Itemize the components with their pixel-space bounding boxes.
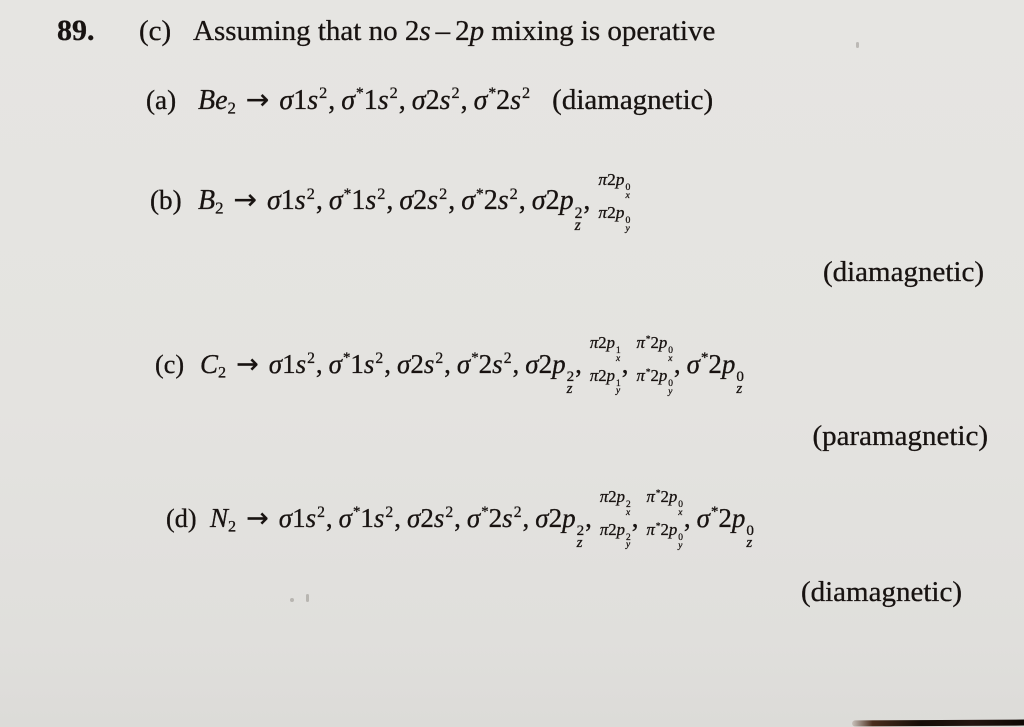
- sup-sub-pair: [736, 368, 744, 398]
- separator-comma: ,: [325, 502, 333, 533]
- greek-letter: σ: [696, 502, 710, 533]
- separator-comma: ,: [512, 348, 520, 379]
- molecule-symbol: Be2: [198, 85, 236, 118]
- orbital-term: [412, 85, 460, 116]
- orbital-term: [686, 348, 744, 398]
- orbital-term: [589, 333, 621, 364]
- sup-sub-pair: [626, 502, 631, 517]
- orbital-term: [329, 349, 384, 379]
- mo-configuration: [200, 333, 744, 398]
- greek-letter: σ: [531, 185, 546, 217]
- sup-sub-pair: [668, 348, 673, 363]
- pi-orbital-row: [646, 522, 682, 551]
- orbital-letter: p: [606, 333, 616, 353]
- orbital-term: [636, 366, 673, 397]
- orbital-shell: 2: [420, 502, 434, 533]
- orbital-shell: 2: [496, 85, 511, 116]
- orbital-letter: s: [363, 348, 375, 379]
- antibonding-star: *: [343, 185, 352, 203]
- separator-comma: ,: [384, 348, 391, 379]
- electron-count: 2: [306, 184, 315, 203]
- orbital-term: [329, 185, 386, 216]
- orbital-shell: 2: [413, 185, 428, 217]
- orbital-letter: s: [423, 348, 435, 379]
- mo-configuration: [198, 170, 631, 235]
- greek-letter: σ: [525, 348, 539, 379]
- orbital-letter: p: [606, 365, 616, 385]
- greek-letter: σ: [473, 85, 488, 116]
- molecule-symbol: C2: [200, 348, 227, 382]
- orbital-letter: p: [562, 502, 576, 533]
- orbital-letter: p: [731, 502, 746, 533]
- electron-count: 2: [439, 184, 448, 203]
- option-row: [150, 172, 630, 234]
- molecule-symbol: B2: [198, 185, 224, 219]
- axis-subscript: x: [678, 507, 683, 518]
- electron-count: 0: [678, 532, 683, 543]
- orbital-shell: 1: [350, 348, 364, 379]
- orbital-letter: p: [668, 487, 678, 507]
- orbital-shell: 1: [293, 85, 308, 116]
- magnetic-label: (diamagnetic): [800, 576, 962, 608]
- orbital-shell: 2: [660, 520, 669, 540]
- greek-letter: σ: [279, 85, 294, 116]
- electron-count: 2: [385, 503, 394, 521]
- greek-letter: π: [589, 365, 599, 385]
- pi-orbital-row: [600, 489, 631, 517]
- magnetic-label: (paramagnetic): [812, 420, 988, 452]
- axis-subscript: z: [576, 535, 583, 552]
- axis-subscript: z: [574, 217, 581, 235]
- orbital-term: [279, 503, 325, 533]
- separator-comma: ,: [631, 502, 639, 533]
- option-row: [155, 333, 744, 398]
- orbital-term: [531, 185, 583, 235]
- orbital-term: [267, 185, 315, 216]
- antibonding-star: *: [471, 350, 479, 367]
- orbital-letter: p: [615, 170, 625, 189]
- electron-count: 0: [736, 368, 744, 385]
- orbital-term: [636, 333, 673, 364]
- orbital-shell: 2: [483, 185, 498, 217]
- axis-subscript: y: [678, 540, 683, 551]
- electron-count: 1: [616, 378, 621, 389]
- orbital-letter: p: [721, 348, 736, 379]
- orbital-letter: p: [658, 366, 668, 386]
- orbital-term: [397, 349, 443, 379]
- orbital-term: [269, 349, 315, 379]
- orbital-shell: 1: [363, 85, 378, 116]
- pi-orbital-stack: [646, 489, 682, 550]
- axis-subscript: x: [616, 353, 621, 364]
- orbital-shell: 2: [607, 170, 616, 189]
- electron-count: 2: [307, 349, 315, 367]
- separator-comma: ,: [683, 502, 691, 533]
- orbital-shell: 2: [607, 202, 616, 222]
- pi-orbital-stack: [600, 489, 631, 549]
- orbital-letter: s: [307, 85, 319, 116]
- math-letter-1: s: [419, 15, 431, 47]
- orbital-letter: p: [615, 202, 625, 222]
- axis-subscript: y: [616, 386, 621, 397]
- separator-comma: ,: [386, 185, 394, 217]
- sup-sub-pair: [678, 502, 683, 517]
- orbital-term: [598, 170, 631, 202]
- greek-letter: σ: [328, 348, 342, 379]
- orbital-shell: 1: [351, 185, 366, 217]
- orbital-shell: 2: [650, 333, 659, 353]
- question-number: 89.: [57, 14, 95, 47]
- statement-math: [405, 15, 484, 47]
- greek-letter: π: [599, 519, 609, 539]
- separator-comma: ,: [575, 348, 582, 379]
- orbital-letter: s: [427, 185, 439, 217]
- orbital-letter: p: [559, 185, 574, 217]
- axis-subscript: x: [625, 190, 630, 202]
- orbital-term: [467, 503, 522, 533]
- orbital-term: [341, 85, 398, 116]
- pi-orbital-stack: [636, 335, 672, 396]
- option-label: (d): [166, 503, 197, 533]
- electron-count: 0: [625, 182, 631, 194]
- orbital-shell: 2: [425, 85, 440, 116]
- orbital-letter: p: [616, 519, 626, 539]
- axis-subscript: y: [625, 223, 630, 234]
- orbital-letter: s: [433, 502, 445, 533]
- orbital-letter: s: [305, 502, 317, 533]
- antibonding-star: *: [352, 504, 361, 521]
- pi-orbital-row: [636, 335, 672, 364]
- greek-letter: σ: [466, 502, 481, 533]
- greek-letter: σ: [461, 185, 476, 217]
- sup-sub-pair: [626, 532, 631, 551]
- orbital-shell: 1: [280, 185, 295, 217]
- orbital-letter: s: [377, 85, 389, 116]
- orbital-term: [461, 185, 518, 216]
- sup-sub-pair: [616, 348, 621, 363]
- greek-letter: σ: [399, 185, 414, 217]
- separator-comma: ,: [315, 185, 323, 217]
- greek-letter: σ: [456, 348, 471, 379]
- orbital-shell: 2: [545, 185, 560, 217]
- electron-count: 2: [503, 349, 512, 367]
- electron-count: 2: [626, 500, 631, 511]
- scan-artifact-strip: [852, 720, 1024, 727]
- axis-subscript: z: [736, 381, 743, 398]
- separator-comma: ,: [583, 185, 591, 217]
- greek-letter: π: [646, 520, 655, 540]
- greek-letter: σ: [268, 348, 283, 379]
- electron-count: 2: [435, 349, 444, 367]
- pi-orbital-row: [590, 335, 621, 363]
- orbital-shell: 2: [708, 348, 722, 379]
- orbital-shell: 2: [718, 502, 732, 533]
- orbital-shell: 2: [488, 502, 503, 533]
- greek-letter: σ: [266, 185, 281, 217]
- orbital-term: [457, 349, 512, 379]
- orbital-letter: s: [492, 348, 503, 379]
- electron-count: 2: [509, 184, 518, 203]
- orbital-shell: 2: [608, 487, 617, 507]
- orbital-term: [525, 348, 575, 398]
- orbital-shell: 2: [660, 487, 669, 507]
- scan-speck: [290, 598, 294, 602]
- orbital-letter: s: [497, 185, 509, 217]
- separator-comma: ,: [315, 348, 323, 379]
- option-label: (a): [146, 85, 177, 115]
- sup-sub-pair: [746, 522, 754, 552]
- pi-orbital-row: [598, 171, 630, 200]
- pi-orbital-stack: [590, 335, 621, 395]
- separator-comma: ,: [398, 85, 406, 116]
- greek-letter: π: [636, 366, 645, 386]
- orbital-term: [407, 503, 453, 533]
- electron-count: 1: [616, 346, 621, 357]
- greek-letter: σ: [686, 348, 700, 379]
- orbital-letter: s: [502, 502, 513, 533]
- greek-letter: π: [598, 170, 608, 189]
- electron-count: 2: [574, 204, 583, 222]
- separator-comma: ,: [444, 348, 451, 379]
- magnetic-label: (diamagnetic): [552, 84, 714, 116]
- antibonding-star: *: [356, 85, 364, 103]
- orbital-letter: s: [510, 85, 522, 116]
- pi-orbital-stack: [598, 171, 630, 233]
- electron-count: 2: [319, 84, 328, 103]
- antibonding-star: *: [481, 504, 489, 521]
- orbital-shell: 2: [478, 348, 493, 379]
- orbital-term: [696, 502, 754, 552]
- electron-count: 2: [445, 503, 454, 521]
- axis-subscript: y: [626, 540, 631, 551]
- axis-subscript: x: [668, 353, 673, 364]
- orbital-shell: 2: [608, 519, 617, 539]
- orbital-letter: p: [668, 520, 678, 540]
- orbital-term: [339, 503, 394, 533]
- orbital-letter: s: [295, 348, 307, 379]
- orbital-shell: 2: [548, 502, 563, 533]
- orbital-letter: s: [294, 185, 306, 217]
- rightwards-arrow: →: [233, 183, 257, 217]
- greek-letter: σ: [397, 348, 411, 379]
- antibonding-star: *: [488, 85, 497, 103]
- separator-comma: ,: [522, 502, 530, 533]
- electron-count: 2: [566, 368, 575, 385]
- separator-comma: ,: [454, 502, 461, 533]
- separator-comma: ,: [460, 85, 468, 116]
- separator-comma: ,: [448, 185, 456, 217]
- orbital-letter: s: [365, 185, 377, 217]
- electron-count: 0: [678, 500, 683, 511]
- separator-comma: ,: [518, 185, 526, 217]
- sup-sub-pair: [616, 378, 621, 397]
- separator-comma: ,: [673, 348, 681, 379]
- antibonding-star: *: [645, 334, 651, 344]
- orbital-shell: 2: [538, 348, 553, 379]
- orbital-letter: p: [616, 487, 626, 507]
- orbital-term: [279, 85, 327, 116]
- scan-speck: [306, 594, 309, 602]
- orbital-term: [599, 519, 631, 551]
- sup-sub-pair: [566, 368, 575, 398]
- separator-comma: ,: [328, 85, 336, 116]
- mo-configuration: [210, 487, 754, 552]
- greek-letter: σ: [341, 85, 356, 116]
- greek-letter: π: [589, 333, 599, 353]
- axis-subscript: y: [668, 386, 673, 397]
- axis-subscript: z: [746, 535, 753, 552]
- electron-count: 2: [626, 532, 631, 543]
- orbital-term: [646, 487, 683, 518]
- electron-count: 0: [668, 378, 673, 389]
- pi-orbital-row: [646, 489, 682, 518]
- electron-count: 2: [576, 522, 585, 539]
- orbital-shell: 2: [410, 348, 424, 379]
- antibonding-star: *: [645, 366, 651, 377]
- part-label: (c): [139, 15, 172, 47]
- sup-sub-pair: [576, 522, 585, 552]
- math-letter-2: p: [469, 15, 485, 47]
- orbital-letter: s: [373, 502, 385, 533]
- antibonding-star: *: [342, 350, 351, 367]
- orbital-letter: p: [552, 348, 566, 379]
- greek-letter: σ: [338, 502, 352, 533]
- orbital-term: [598, 202, 631, 234]
- electron-count: 2: [317, 503, 325, 521]
- greek-letter: π: [646, 487, 655, 507]
- orbital-term: [589, 365, 621, 397]
- question-header: [57, 14, 715, 48]
- pi-orbital-row: [589, 365, 621, 397]
- orbital-term: [646, 520, 683, 551]
- electron-count: 2: [513, 503, 522, 521]
- electron-count: 2: [377, 184, 386, 203]
- pi-orbital-row: [598, 204, 630, 233]
- sup-sub-pair: [668, 378, 673, 397]
- rightwards-arrow: →: [246, 502, 269, 534]
- sup-sub-pair: [574, 204, 583, 235]
- antibonding-star: *: [710, 504, 719, 521]
- greek-letter: π: [599, 487, 609, 507]
- scan-speck: [856, 42, 859, 48]
- math-num-1: 2: [404, 15, 420, 47]
- orbital-shell: 1: [282, 348, 296, 379]
- rightwards-arrow: →: [236, 348, 259, 380]
- electron-count: 2: [375, 349, 384, 367]
- orbital-term: [599, 487, 631, 518]
- orbital-letter: p: [658, 333, 668, 353]
- greek-letter: σ: [278, 502, 293, 533]
- statement-text-pre: Assuming that no: [193, 15, 398, 47]
- greek-letter: σ: [535, 502, 549, 533]
- orbital-term: [399, 185, 447, 216]
- separator-comma: ,: [585, 502, 592, 533]
- rightwards-arrow: →: [245, 83, 270, 116]
- option-row: [166, 487, 754, 552]
- sup-sub-pair: [625, 217, 630, 233]
- molecule-symbol: N2: [210, 502, 237, 536]
- axis-subscript: z: [566, 381, 573, 398]
- orbital-term: [474, 85, 531, 116]
- math-num-2: 2: [455, 15, 470, 47]
- option-row: [146, 82, 713, 120]
- orbital-term: [535, 502, 585, 552]
- greek-letter: σ: [407, 502, 421, 533]
- electron-count: 0: [625, 215, 631, 227]
- option-label: (c): [155, 349, 185, 379]
- electron-count: 2: [522, 84, 531, 103]
- greek-letter: π: [636, 333, 645, 353]
- antibonding-star: *: [700, 350, 709, 367]
- axis-subscript: x: [626, 507, 631, 518]
- magnetic-label: (diamagnetic): [822, 256, 984, 288]
- electron-count: 2: [451, 84, 460, 103]
- separator-comma: ,: [621, 348, 629, 379]
- orbital-shell: 2: [650, 366, 659, 386]
- question-statement: [193, 15, 715, 47]
- electron-count: 0: [746, 522, 754, 539]
- orbital-shell: 1: [360, 502, 374, 533]
- electron-count: 0: [668, 346, 673, 357]
- statement-text-post: mixing is operative: [491, 15, 716, 47]
- orbital-shell: 2: [598, 333, 607, 353]
- orbital-letter: s: [439, 85, 451, 116]
- pi-orbital-row: [636, 368, 672, 397]
- pi-orbital-row: [599, 519, 631, 551]
- greek-letter: σ: [328, 185, 343, 217]
- math-dash: –: [435, 15, 451, 47]
- antibonding-star: *: [476, 185, 484, 203]
- sup-sub-pair: [625, 184, 630, 200]
- electron-count: 2: [389, 84, 398, 103]
- antibonding-star: *: [655, 520, 661, 531]
- greek-letter: π: [598, 202, 608, 222]
- greek-letter: σ: [411, 85, 426, 116]
- sup-sub-pair: [678, 532, 683, 551]
- orbital-shell: 2: [598, 365, 607, 385]
- option-label: (b): [150, 185, 182, 216]
- separator-comma: ,: [394, 502, 401, 533]
- antibonding-star: *: [655, 488, 661, 498]
- orbital-shell: 1: [292, 502, 306, 533]
- mo-configuration: [198, 85, 530, 116]
